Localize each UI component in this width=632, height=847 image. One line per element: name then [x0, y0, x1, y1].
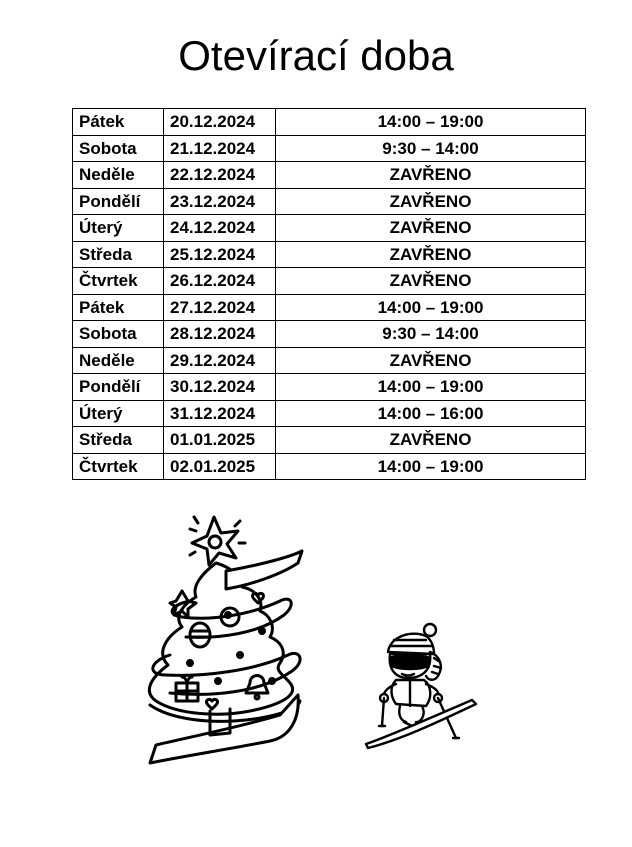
day-cell: Pátek [73, 294, 164, 321]
hours-cell: ZAVŘENO [276, 347, 586, 374]
hours-cell: 14:00 – 19:00 [276, 453, 586, 480]
day-cell: Čtvrtek [73, 453, 164, 480]
date-cell: 27.12.2024 [164, 294, 276, 321]
date-cell: 24.12.2024 [164, 215, 276, 242]
page-title: Otevírací doba [178, 32, 454, 79]
day-cell: Pondělí [73, 188, 164, 215]
hours-cell: ZAVŘENO [276, 188, 586, 215]
day-cell: Neděle [73, 162, 164, 189]
day-cell: Středa [73, 427, 164, 454]
opening-hours-table [72, 108, 586, 480]
day-cell: Pondělí [73, 374, 164, 401]
day-cell: Neděle [73, 347, 164, 374]
hours-cell: 14:00 – 19:00 [276, 294, 586, 321]
date-cell: 21.12.2024 [164, 135, 276, 162]
table-row [73, 109, 586, 136]
hours-cell: 14:00 – 19:00 [276, 374, 586, 401]
date-cell: 26.12.2024 [164, 268, 276, 295]
table-row [73, 294, 586, 321]
date-cell: 30.12.2024 [164, 374, 276, 401]
hours-cell: ZAVŘENO [276, 215, 586, 242]
table-row [73, 427, 586, 454]
table-row [73, 453, 586, 480]
date-cell: 28.12.2024 [164, 321, 276, 348]
date-cell: 01.01.2025 [164, 427, 276, 454]
hours-cell: ZAVŘENO [276, 241, 586, 268]
date-cell: 22.12.2024 [164, 162, 276, 189]
christmas-tree-icon [130, 505, 310, 770]
hours-cell: 9:30 – 14:00 [276, 135, 586, 162]
date-cell: 20.12.2024 [164, 109, 276, 136]
table-row [73, 321, 586, 348]
day-cell: Čtvrtek [73, 268, 164, 295]
table-row [73, 374, 586, 401]
date-cell: 31.12.2024 [164, 400, 276, 427]
table-row [73, 135, 586, 162]
hours-cell: ZAVŘENO [276, 162, 586, 189]
date-cell: 29.12.2024 [164, 347, 276, 374]
table-row [73, 241, 586, 268]
date-cell: 23.12.2024 [164, 188, 276, 215]
hours-cell: 9:30 – 14:00 [276, 321, 586, 348]
day-cell: Sobota [73, 135, 164, 162]
day-cell: Středa [73, 241, 164, 268]
day-cell: Úterý [73, 215, 164, 242]
table-row [73, 347, 586, 374]
table-row [73, 215, 586, 242]
day-cell: Úterý [73, 400, 164, 427]
skier-icon [360, 622, 482, 750]
date-cell: 25.12.2024 [164, 241, 276, 268]
table-row [73, 188, 586, 215]
date-cell: 02.01.2025 [164, 453, 276, 480]
hours-cell: ZAVŘENO [276, 427, 586, 454]
table-row [73, 162, 586, 189]
table-row [73, 268, 586, 295]
table-row [73, 400, 586, 427]
hours-cell: 14:00 – 16:00 [276, 400, 586, 427]
day-cell: Pátek [73, 109, 164, 136]
day-cell: Sobota [73, 321, 164, 348]
hours-cell: ZAVŘENO [276, 268, 586, 295]
hours-cell: 14:00 – 19:00 [276, 109, 586, 136]
